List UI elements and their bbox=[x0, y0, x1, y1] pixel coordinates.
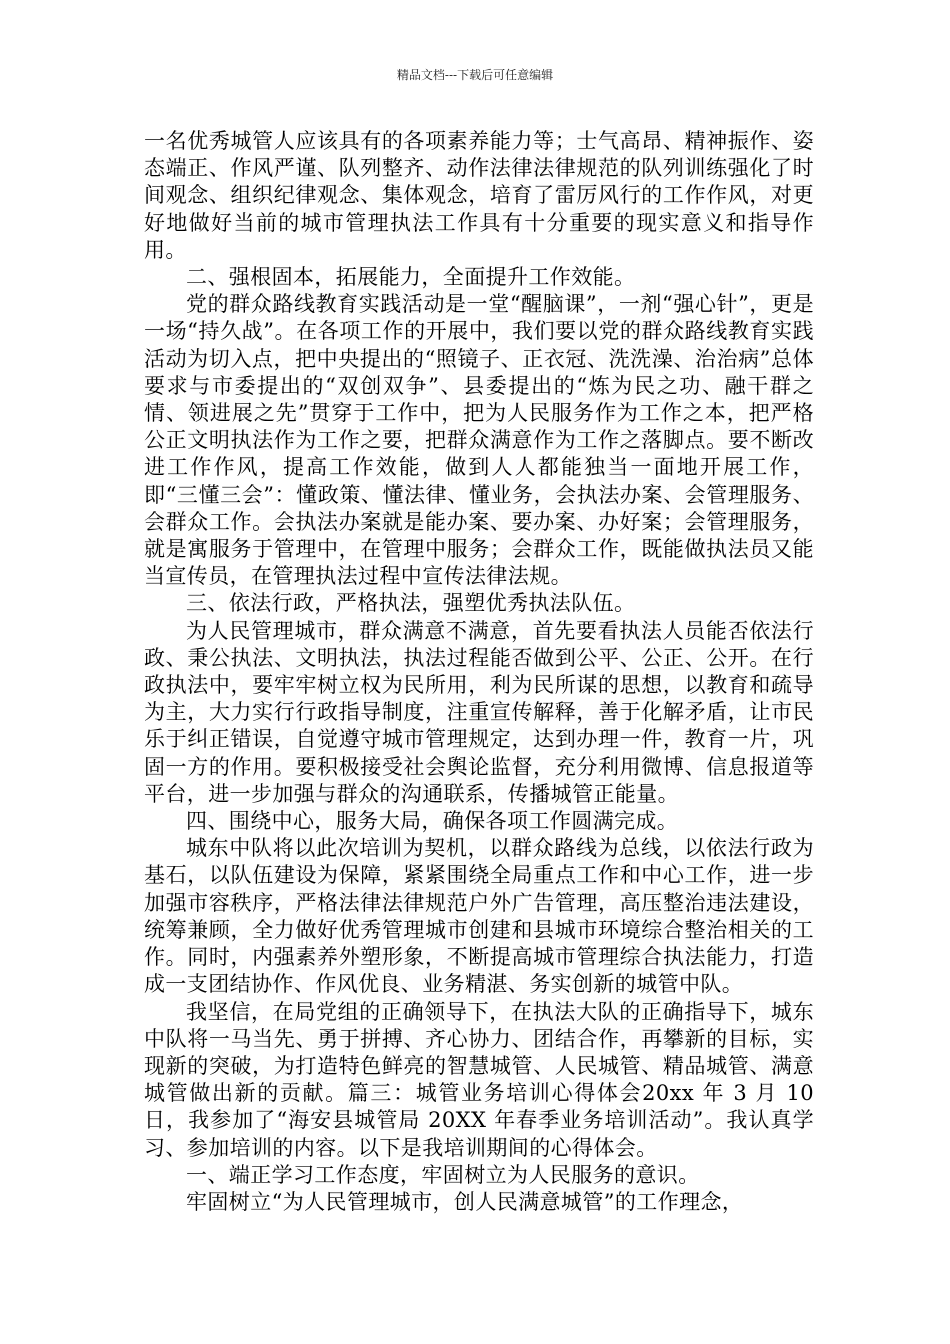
paragraph-8: 我坚信，在局党组的正确领导下，在执法大队的正确指导下，城东中队将一马当先、勇于拼搏、齐心协力、团结合作，再攀新的目标，实现新的突破，为打造特色鲜亮的智慧城管、人民城管、精品城管、满意城管做出新的贡献。篇三：城管业务培训心得体会20xx 年 3 月 10 日，我参加了“海安县城管局 20XX 年春季业务培训活动”。我认真学习、参加培训的内容。以下是我培训期间的心得体会。 bbox=[144, 999, 814, 1160]
paragraph-3: 党的群众路线教育实践活动是一堂“醒脑课”，一剂“强心针”，更是一场“持久战”。在各项工作的开展中，我们要以党的群众路线教育实践活动为切入点，把中央提出的“照镜子、正衣冠、洗洗澡、治治病”总体要求与市委提出的“双创双争”、县委提出的“炼为民之功、融干群之情、领进展之先”贯穿于工作中，把为人民服务作为工作之本，把严格公正文明执法作为工作之要，把群众满意作为工作之落脚点。要不断改进工作作风，提高工作效能，做到人人都能独当一面地开展工作，即“三懂三会”：懂政策、懂法律、懂业务，会执法办案、会管理服务、会群众工作。会执法办案就是能办案、要办案、办好案；会管理服务，就是寓服务于管理中，在管理中服务；会群众工作，既能做执法员又能当宣传员，在管理执法过程中宣传法律法规。 bbox=[144, 292, 814, 589]
section-heading-3: 三、依法行政，严格执法，强塑优秀执法队伍。 bbox=[186, 591, 636, 616]
paragraph-1: 一名优秀城管人应该具有的各项素养能力等；士气高昂、精神振作、姿态端正、作风严谨、队列整齐、动作法律法律规范的队列训练强化了时间观念、组织纪律观念、集体观念，培育了雷厉风行的工作作风，对更好地做好当前的城市管理执法工作具有十分重要的现实意义和指导作用。 bbox=[144, 129, 814, 262]
document-body bbox=[144, 128, 814, 1216]
section-heading-2: 二、强根固本，拓展能力，全面提升工作效能。 bbox=[186, 265, 636, 290]
paragraph-7: 城东中队将以此次培训为契机，以群众路线为总线，以依法行政为基石，以队伍建设为保障，紧紧围绕全局重点工作和中心工作，进一步加强市容秩序，严格法律法律规范户外广告管理，高压整治违法建设，统筹兼顾，全力做好优秀管理城市创建和县城市环境综合整治相关的工作。同时，内强素养外塑形象，不断提高城市管理综合执法能力，打造成一支团结协作、作风优良、业务精湛、务实创新的城管中队。 bbox=[144, 836, 814, 997]
paragraph-5: 为人民管理城市，群众满意不满意，首先要看执法人员能否依法行政、秉公执法、文明执法，执法过程能否做到公平、公正、公开。在行政执法中，要牢牢树立权为民所用，利为民所谋的思想，以教育和疏导为主，大力实行行政指导制度，注重宣传解释，善于化解矛盾，让市民乐于纠正错误，自觉遵守城市管理规定，达到办理一件，教育一片，巩固一方的作用。要积极接受社会舆论监督，充分利用微博、信息报道等平台，进一步加强与群众的沟通联系，传播城管正能量。 bbox=[144, 618, 814, 806]
section-heading-4: 四、围绕中心，服务大局，确保各项工作圆满完成。 bbox=[186, 809, 679, 834]
section-heading-1: 一、端正学习工作态度，牢固树立为人民服务的意识。 bbox=[186, 1162, 700, 1187]
page-header: 精品文档---下载后可任意编辑 bbox=[396, 68, 554, 82]
paragraph-10: 牢固树立“为人民管理城市，创人民满意城管”的工作理念， bbox=[186, 1189, 744, 1214]
